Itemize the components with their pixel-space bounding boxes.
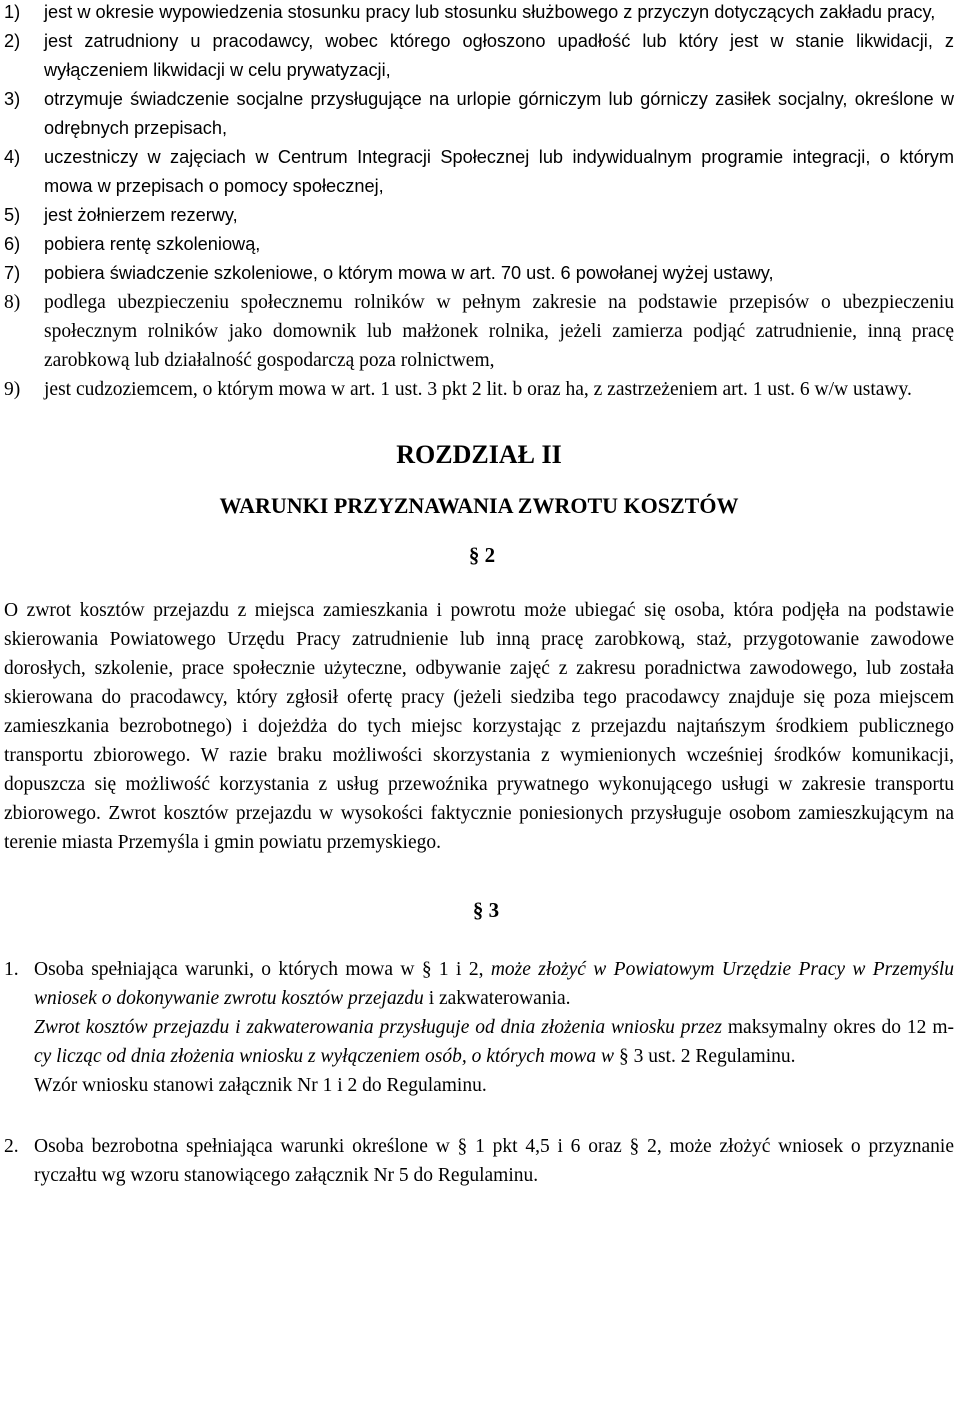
section-3-point-2 bbox=[4, 1132, 954, 1190]
point-text-g: § 3 ust. 2 Regulaminu. bbox=[618, 1046, 796, 1067]
eligibility-list bbox=[4, 0, 954, 404]
list-item bbox=[4, 85, 954, 143]
list-item-text: jest żołnierzem rezerwy, bbox=[44, 205, 238, 225]
list-item bbox=[4, 259, 954, 288]
section-3-point-1-template-note: Wzór wniosku stanowi załącznik Nr 1 i 2 do Regulaminu. bbox=[34, 1075, 487, 1096]
chapter-subtitle: WARUNKI PRZYZNAWANIA ZWROTU KOSZTÓW bbox=[219, 493, 739, 518]
list-item bbox=[4, 375, 954, 404]
point-text-f: cy licząc od dnia złożenia wniosku z wyłączeniem osób, o których mowa w bbox=[34, 1046, 619, 1067]
list-item-text: pobiera rentę szkoleniową, bbox=[44, 234, 261, 254]
list-item-text: jest cudzoziemcem, o którym mowa w art. 1 ust. 3 pkt 2 lit. b oraz ha, z zastrzeżeniem art. 1 ust. 6 w/w ustawy. bbox=[44, 379, 912, 400]
list-item bbox=[4, 0, 954, 27]
point-number: 1. bbox=[4, 959, 19, 980]
point-text-c: i zakwaterowania. bbox=[428, 988, 571, 1009]
list-item bbox=[4, 27, 954, 85]
list-item bbox=[4, 201, 954, 230]
point-text-b: może złożyć w Powiatowym Urzędzie Pracy w Przemyślu wniosek o dokonywanie zwrotu kosztów przejazdu bbox=[34, 959, 954, 1009]
point-text: Osoba bezrobotna spełniająca warunki określone w § 1 pkt 4,5 i 6 oraz § 2, może złożyć wniosek o przyznanie ryczałtu wg wzoru stanowiącego załącznik Nr 5 do Regulaminu. bbox=[34, 1136, 954, 1186]
section-mark-3: § 3 bbox=[472, 898, 500, 922]
list-item-number: 5) bbox=[4, 205, 21, 225]
list-item-number: 1) bbox=[4, 2, 21, 22]
list-item-number: 3) bbox=[4, 89, 21, 109]
list-item-number: 6) bbox=[4, 234, 21, 254]
point-text-a: Osoba spełniająca warunki, o których mowa w § 1 i 2, bbox=[34, 959, 491, 980]
point-text-d: Zwrot kosztów przejazdu i zakwaterowania przysługuje od dnia złożenia wniosku przez bbox=[34, 1017, 728, 1038]
list-item bbox=[4, 143, 954, 201]
list-item-number: 4) bbox=[4, 147, 21, 167]
section-mark-2: § 2 bbox=[468, 543, 496, 567]
list-item-number: 8) bbox=[4, 292, 21, 313]
chapter-title: ROZDZIAŁ II bbox=[396, 440, 562, 469]
point-text-e: maksymalny okres do 12 m- bbox=[727, 1017, 954, 1038]
list-item-text: uczestniczy w zajęciach w Centrum Integracji Społecznej lub indywidualnym programie integracji, o którym mowa w przepisach o pomocy społecznej, bbox=[44, 147, 954, 196]
list-item-text: podlega ubezpieczeniu społecznemu rolników w pełnym zakresie na podstawie przepisów o ubezpieczeniu społecznym rolników jako domownik lub małżonek rolnika, jeżeli zamierza podjąć zatrudnienie, inną pracę zarobkową lub działalność gospodarczą poza rolnictwem, bbox=[44, 292, 954, 371]
section-2-paragraph: O zwrot kosztów przejazdu z miejsca zamieszkania i powrotu może ubiegać się osoba, która podjęła na podstawie skierowania Powiatowego Urzędu Pracy zatrudnienie lub inną pracę zarobkową, staż, przygotowanie zawodowe dorosłych, szkolenie, prace społecznie użyteczne, odbywanie zajęć z zakresu poradnictwa zawodowego, lub została skierowana do pracodawcy, który zgłosił ofertę pracy (jeżeli siedziba tego pracodawcy znajduje się poza miejscem zamieszkania bezrobotnego) i dojeżdża do tych miejsc korzystając z przejazdu najtańszym środkiem publicznego transportu zbiorowego. W razie braku możliwości skorzystania z wymienionych wcześniej środków komunikacji, dopuszcza się możliwość korzystania z usług przewoźnika prywatnego wykonującego usługi w zakresie transportu zbiorowego. Zwrot kosztów przejazdu w wysokości faktycznie poniesionych przysługuje osobom zamieszkującym na terenie miasta Przemyśla i gmin powiatu przemyskiego. bbox=[4, 600, 954, 853]
point-number: 2. bbox=[4, 1136, 19, 1157]
section-3-point-1 bbox=[4, 955, 954, 1013]
list-item-number: 7) bbox=[4, 263, 21, 283]
list-item-text: jest zatrudniony u pracodawcy, wobec którego ogłoszono upadłość lub który jest w stanie likwidacji, z wyłączeniem likwidacji w celu prywatyzacji, bbox=[44, 31, 954, 80]
list-item bbox=[4, 288, 954, 375]
list-item-text: otrzymuje świadczenie socjalne przysługujące na urlopie górniczym lub górniczy zasiłek socjalny, określone w odrębnych przepisach, bbox=[44, 89, 954, 138]
list-item bbox=[4, 230, 954, 259]
list-item-number: 2) bbox=[4, 31, 21, 51]
list-item-text: pobiera świadczenie szkoleniowe, o którym mowa w art. 70 ust. 6 powołanej wyżej ustawy, bbox=[44, 263, 774, 283]
list-item-number: 9) bbox=[4, 379, 21, 400]
section-3-point-1-continued bbox=[4, 1013, 954, 1071]
list-item-text: jest w okresie wypowiedzenia stosunku pracy lub stosunku służbowego z przyczyn dotyczących zakładu pracy, bbox=[44, 2, 936, 22]
